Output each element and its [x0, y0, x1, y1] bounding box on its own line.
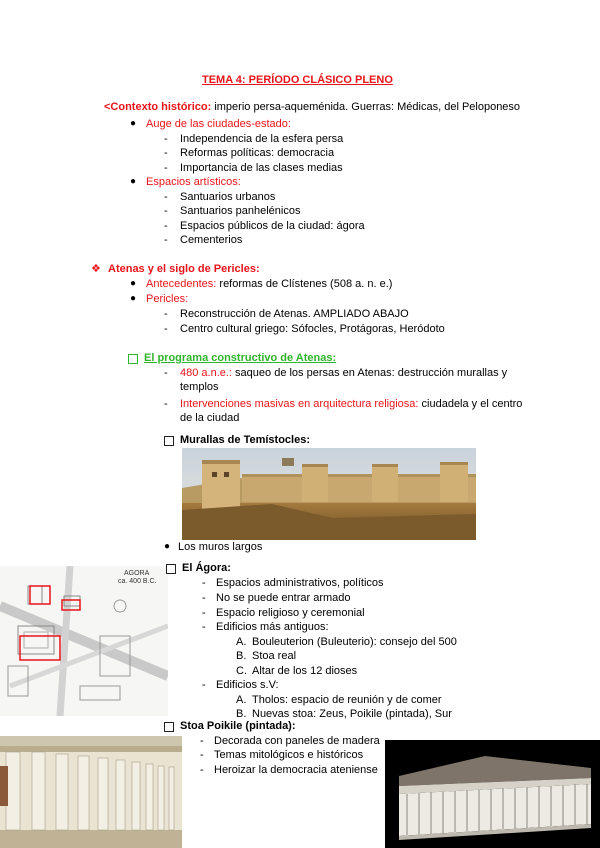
enum-letter: B.: [236, 650, 247, 662]
stoa-colonnade-image: [0, 736, 182, 848]
murallas-heading: Murallas de Temístocles:: [180, 434, 311, 446]
pericles-label: Pericles:: [146, 293, 189, 305]
antecedentes-text: reformas de Clístenes (508 a. n. e.): [216, 278, 393, 290]
programa-item-2-text: ciudadela y el centro: [418, 398, 523, 410]
list-item: Espacios administrativos, políticos: [216, 577, 384, 589]
agora-heading: El Ágora:: [182, 562, 231, 574]
list-item: Espacios públicos de la ciudad: ágora: [180, 220, 365, 232]
list-item: Espacio religioso y ceremonial: [216, 607, 365, 619]
map-label-date: ca. 400 B.C.: [118, 578, 157, 585]
enum-item: Altar de los 12 dioses: [252, 665, 358, 677]
list-item: No se puede entrar armado: [216, 592, 351, 604]
dash-icon: -: [164, 220, 168, 232]
checkbox-icon: [164, 722, 174, 732]
dash-icon: -: [164, 205, 168, 217]
dash-icon: -: [164, 308, 168, 320]
enum-item: Bouleuterion (Buleuterio): consejo del 500: [252, 636, 457, 648]
programa-item-1-cont: templos: [180, 381, 219, 393]
dash-icon: -: [164, 191, 168, 203]
list-item: Centro cultural griego: Sófocles, Protágoras, Heródoto: [180, 323, 445, 335]
contexto-text: imperio persa-aqueménida. Guerras: Médicas, del Peloponeso: [211, 101, 521, 113]
list-item: Santuarios urbanos: [180, 191, 276, 203]
dash-icon: -: [164, 162, 168, 174]
checkbox-icon: [166, 564, 176, 574]
programa-heading: El programa constructivo de Atenas:: [144, 352, 337, 364]
contexto-line: [104, 100, 520, 114]
programa-item-1-label: 480 a.n.e.:: [180, 367, 232, 379]
dash-icon: -: [202, 621, 206, 633]
list-item: Cementerios: [180, 234, 243, 246]
dash-icon: -: [202, 679, 206, 691]
agora-map-image: [0, 566, 168, 716]
enum-item: Tholos: espacio de reunión y de comer: [252, 694, 442, 706]
dash-icon: -: [164, 398, 168, 410]
muros-largos: Los muros largos: [178, 541, 263, 553]
checkbox-icon: [164, 436, 174, 446]
dash-icon: -: [164, 147, 168, 159]
list-item: Independencia de la esfera persa: [180, 133, 344, 145]
programa-item-1: [180, 366, 507, 380]
dash-icon: -: [202, 607, 206, 619]
list-item: Temas mitológicos e históricos: [214, 749, 364, 761]
list-item: Santuarios panhelénicos: [180, 205, 301, 217]
enum-letter: C.: [236, 665, 247, 677]
dash-icon: -: [200, 764, 204, 776]
atenas-heading: Atenas y el siglo de Pericles:: [108, 263, 260, 275]
dash-icon: -: [164, 367, 168, 379]
bullet-icon: ●: [130, 278, 137, 289]
dash-icon: -: [164, 133, 168, 145]
programa-item-2-label: Intervenciones masivas en arquitectura religiosa:: [180, 398, 419, 410]
enum-letter: B.: [236, 708, 247, 720]
map-label-agora: AGORA: [124, 570, 150, 577]
list-item: Decorada con paneles de madera: [214, 735, 380, 747]
bullet-icon: ●: [130, 293, 137, 304]
stoa-render-image: [385, 740, 600, 848]
dash-icon: -: [202, 577, 206, 589]
murallas-image: [182, 448, 476, 540]
list-item: Edificios más antiguos:: [216, 621, 329, 633]
contexto-label: <Contexto histórico:: [104, 101, 212, 113]
enum-item: Nuevas stoa: Zeus, Poikile (pintada), Sur: [252, 708, 452, 720]
enum-item: Stoa real: [252, 650, 297, 662]
diamond-bullet-icon: ❖: [91, 263, 101, 275]
dash-icon: -: [202, 592, 206, 604]
page-title: TEMA 4: PERÍODO CLÁSICO PLENO: [202, 74, 393, 86]
programa-item-2: [180, 397, 522, 411]
list-item: Reformas políticas: democracia: [180, 147, 335, 159]
list-item: Reconstrucción de Atenas. AMPLIADO ABAJO: [180, 308, 409, 320]
checkbox-icon: [128, 354, 138, 364]
list-item: Importancia de las clases medias: [180, 162, 343, 174]
bullet-icon: ●: [130, 176, 137, 187]
antecedentes-line: [146, 277, 392, 291]
programa-item-2-cont: de la ciudad: [180, 412, 240, 424]
enum-letter: A.: [236, 636, 247, 648]
antecedentes-label: Antecedentes:: [146, 278, 217, 290]
bullet-icon: ●: [130, 118, 137, 129]
espacios-label: Espacios artísticos:: [146, 176, 241, 188]
dash-icon: -: [200, 735, 204, 747]
dash-icon: -: [200, 749, 204, 761]
auge-label: Auge de las ciudades-estado:: [146, 118, 291, 130]
dash-icon: -: [164, 234, 168, 246]
list-item: Heroizar la democracia ateniense: [214, 764, 378, 776]
dash-icon: -: [164, 323, 168, 335]
sv-label: Edificios s.V:: [216, 679, 279, 691]
enum-letter: A.: [236, 694, 247, 706]
bullet-icon: ●: [164, 541, 171, 552]
programa-item-1-text: saqueo de los persas en Atenas: destrucción murallas y: [232, 367, 508, 379]
stoa-heading: Stoa Poikile (pintada):: [180, 720, 296, 732]
